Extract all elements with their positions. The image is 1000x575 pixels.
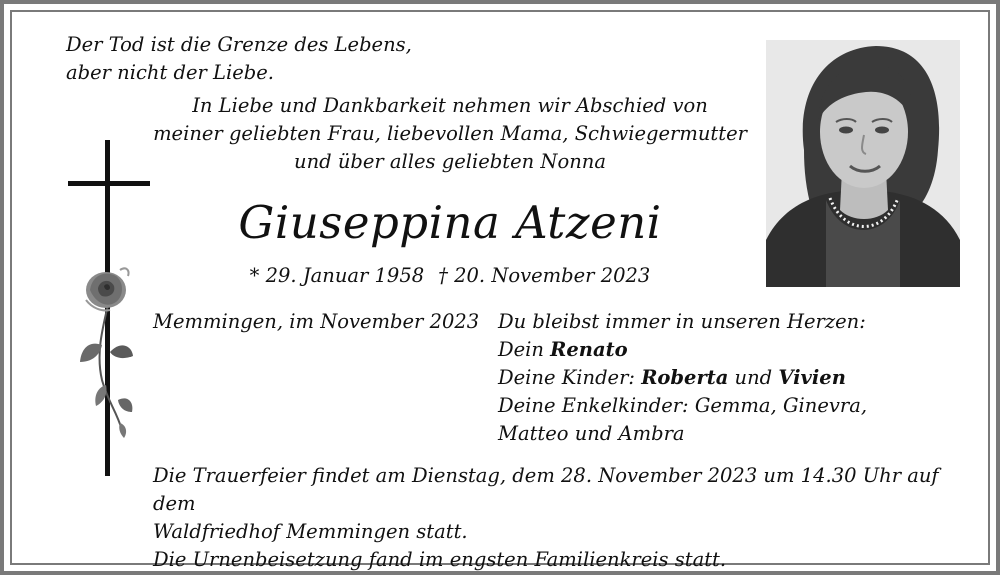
portrait-image xyxy=(766,40,960,287)
mourners-intro: Du bleibst immer in unseren Herzen: xyxy=(498,310,866,333)
children-joiner: und xyxy=(728,366,779,389)
child-name-1: Roberta xyxy=(641,366,729,389)
spouse-name: Renato xyxy=(550,338,628,361)
intro-line-2: meiner geliebten Frau, liebevollen Mama, Schwiegermutter xyxy=(153,122,747,145)
motto xyxy=(66,31,486,87)
spouse-prefix: Dein xyxy=(498,338,551,361)
mourner-children-line xyxy=(498,364,958,392)
service-notice xyxy=(153,462,973,574)
deceased-name: Giuseppina Atzeni xyxy=(238,196,662,249)
farewell-intro xyxy=(150,92,750,176)
cross-with-rose-icon xyxy=(66,140,156,478)
death-date: † 20. November 2023 xyxy=(438,264,651,287)
motto-line-2: aber nicht der Liebe. xyxy=(66,61,274,84)
mourner-spouse-line xyxy=(498,336,958,364)
life-dates xyxy=(150,262,750,290)
place-and-date: Memmingen, im November 2023 xyxy=(153,310,480,333)
motto-line-1: Der Tod ist die Grenze des Lebens, xyxy=(66,33,412,56)
child-name-2: Vivien xyxy=(778,366,846,389)
children-prefix: Deine Kinder: xyxy=(498,366,642,389)
service-line-1: Die Trauerfeier findet am Dienstag, dem 28. November 2023 um 14.30 Uhr auf dem xyxy=(153,464,939,515)
grandchildren-line-2: Matteo und Ambra xyxy=(498,422,685,445)
intro-line-3: und über alles geliebten Nonna xyxy=(294,150,606,173)
portrait-photo xyxy=(766,40,960,287)
birth-date: * 29. Januar 1958 xyxy=(249,264,425,287)
grandchildren-line-1: Deine Enkelkinder: Gemma, Ginevra, xyxy=(498,394,868,417)
service-line-2: Waldfriedhof Memmingen statt. xyxy=(153,520,468,543)
service-line-3: Die Urnenbeisetzung fand im engsten Familienkreis statt. xyxy=(153,548,727,571)
intro-line-1: In Liebe und Dankbarkeit nehmen wir Abschied von xyxy=(192,94,708,117)
mourners-list xyxy=(498,308,958,448)
